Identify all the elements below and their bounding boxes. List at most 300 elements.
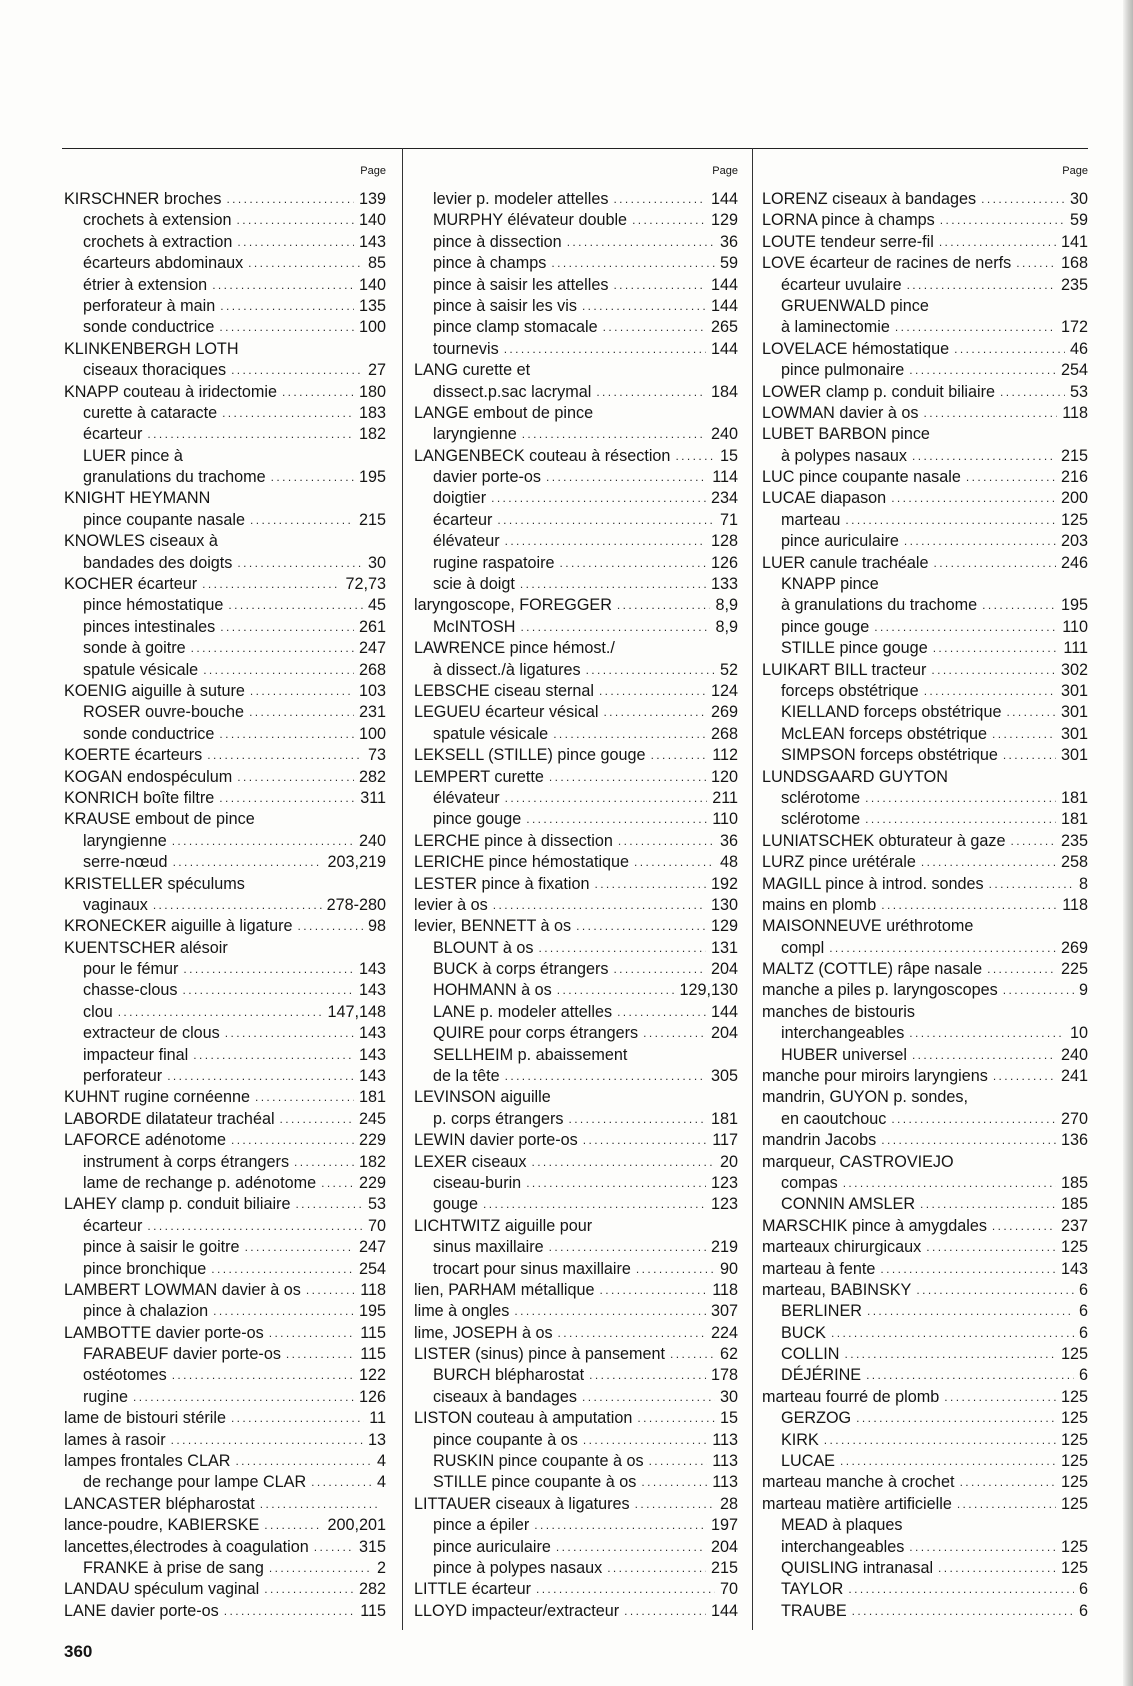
entry-text: curette à cataracte	[83, 403, 218, 422]
entry-page: 225	[1060, 960, 1088, 979]
index-entry	[762, 339, 1088, 360]
index-entry	[762, 1002, 1088, 1023]
dot-leader	[599, 681, 706, 702]
dot-leader	[255, 1087, 354, 1108]
index-entry	[64, 1579, 386, 1600]
index-entry	[414, 1472, 738, 1493]
entry-page: 200	[1060, 489, 1088, 508]
entry-text: sonde conductrice	[83, 318, 215, 337]
entry-text: LEGUEU écarteur vésical	[414, 703, 599, 722]
entry-text: granulations du trachome	[83, 468, 266, 487]
entry-text: lames à rasoir	[64, 1430, 166, 1449]
entry-text: spatule vésicale	[433, 724, 549, 743]
dot-leader	[993, 1066, 1056, 1087]
entry-text: LANE davier porte-os	[64, 1601, 219, 1620]
index-entry	[64, 510, 386, 531]
dot-leader	[624, 1601, 706, 1622]
entry-text: perforateur	[83, 1067, 163, 1086]
entry-text: RUSKIN pince coupante à os	[433, 1452, 644, 1471]
dot-leader	[636, 1259, 715, 1280]
entry-text: élévateur	[433, 532, 500, 551]
entry-page: 115	[360, 1323, 386, 1342]
dot-leader	[295, 1194, 363, 1215]
entry-page: 195	[1060, 596, 1088, 615]
dot-leader	[497, 510, 715, 531]
index-entry	[64, 1323, 386, 1344]
dot-leader	[613, 189, 706, 210]
index-entry	[414, 339, 738, 360]
dot-leader	[824, 1430, 1056, 1451]
index-entry	[64, 809, 386, 830]
entry-text: LEXER ciseaux	[414, 1152, 527, 1171]
dot-leader	[931, 660, 1056, 681]
entry-text: KLINKENBERGH LOTH	[64, 339, 239, 358]
entry-text: LEKSELL (STILLE) pince gouge	[414, 746, 646, 765]
dot-leader	[848, 1579, 1074, 1600]
index-entry	[762, 1579, 1088, 1600]
dot-leader	[618, 831, 715, 852]
entry-text: tournevis	[433, 339, 499, 358]
dot-leader	[264, 1579, 354, 1600]
entry-page: 270	[1060, 1109, 1088, 1128]
dot-leader	[641, 1472, 707, 1493]
entry-text: KIRSCHNER broches	[64, 190, 222, 208]
entry-text: LAHEY clamp p. conduit biliaire	[64, 1195, 291, 1214]
index-entry	[64, 1301, 386, 1322]
entry-text: sinus maxillaire	[433, 1238, 544, 1257]
index-entry	[762, 424, 1088, 445]
entry-page: 144	[710, 1002, 738, 1021]
index-entry	[414, 895, 738, 916]
entry-text: BURCH blépharostat	[433, 1366, 585, 1385]
index-entry	[414, 467, 738, 488]
dot-leader	[118, 1002, 323, 1023]
entry-text: davier porte-os	[433, 468, 541, 487]
entry-page: 9	[1078, 981, 1088, 1000]
index-entry	[762, 574, 1088, 595]
index-entry	[762, 1023, 1088, 1044]
index-entry	[64, 938, 386, 959]
entry-page: 115	[360, 1601, 386, 1620]
dot-leader	[582, 296, 706, 317]
dot-leader	[617, 1002, 706, 1023]
dot-leader	[989, 874, 1074, 895]
dot-leader	[852, 1601, 1074, 1622]
index-entry	[64, 895, 386, 916]
index-entry	[414, 488, 738, 509]
index-entry	[414, 360, 738, 381]
dot-leader	[231, 1130, 354, 1151]
entry-page: 98	[367, 917, 386, 936]
dot-leader	[865, 788, 1056, 809]
index-entry	[64, 232, 386, 253]
dot-leader	[133, 1387, 354, 1408]
entry-text: SIMPSON forceps obstétrique	[781, 746, 998, 765]
index-entry	[762, 1066, 1088, 1087]
entry-page: 128	[710, 532, 738, 551]
entry-text: pince pulmonaire	[781, 361, 905, 380]
index-entry	[762, 1194, 1088, 1215]
entry-text: ostéotomes	[83, 1366, 167, 1385]
index-entry	[64, 531, 386, 552]
dot-leader	[933, 553, 1056, 574]
entry-page: 71	[719, 510, 738, 529]
index-rows	[762, 189, 1088, 1622]
dot-leader	[1016, 253, 1056, 274]
entry-page: 36	[719, 831, 738, 850]
index-entry	[414, 1152, 738, 1173]
entry-text: LISTER (sinus) pince à pansement	[414, 1345, 666, 1364]
index-entry	[64, 382, 386, 403]
entry-text: KOCHER écarteur	[64, 575, 198, 594]
dot-leader	[538, 938, 706, 959]
entry-text: laryngoscope, FOREGGER	[414, 596, 612, 615]
entry-page: 184	[710, 382, 738, 401]
index-entry	[762, 189, 1088, 210]
entry-text: à dissect./à ligatures	[433, 660, 581, 679]
entry-text: LICHTWITZ aiguille pour	[414, 1216, 593, 1235]
entry-page: 10	[1069, 1024, 1088, 1043]
dot-leader	[907, 275, 1056, 296]
entry-text: LABORDE dilatateur trachéal	[64, 1109, 275, 1128]
dot-leader	[536, 1579, 715, 1600]
dot-leader	[551, 253, 715, 274]
entry-page: 6	[1078, 1580, 1088, 1599]
dot-leader	[226, 189, 354, 210]
entry-page: 181	[1060, 810, 1088, 829]
entry-text: lime, JOSEPH à os	[414, 1323, 553, 1342]
entry-text: marteaux chirurgicaux	[762, 1238, 922, 1257]
entry-page: 185	[1060, 1195, 1088, 1214]
dot-leader	[504, 339, 706, 360]
dot-leader	[594, 874, 706, 895]
entry-text: pince à saisir les attelles	[433, 275, 609, 294]
index-entry	[762, 831, 1088, 852]
entry-text: pince hémostatique	[83, 596, 224, 615]
index-entry	[414, 210, 738, 231]
entry-text: KRAUSE embout de pince	[64, 810, 255, 829]
dot-leader	[1011, 831, 1056, 852]
index-entry	[414, 1109, 738, 1130]
entry-text: CONNIN AMSLER	[781, 1195, 916, 1214]
entry-text: mandrin Jacobs	[762, 1131, 877, 1150]
index-entry	[64, 638, 386, 659]
index-entry	[414, 1365, 738, 1386]
entry-page: 140	[358, 211, 386, 230]
index-entry	[762, 1451, 1088, 1472]
index-entry	[762, 553, 1088, 574]
dot-leader	[966, 467, 1056, 488]
entry-page: 219	[710, 1238, 738, 1257]
entry-page: 269	[710, 703, 738, 722]
entry-text: spatule vésicale	[83, 660, 199, 679]
dot-leader	[245, 1237, 354, 1258]
index-entry	[414, 724, 738, 745]
dot-leader	[207, 745, 363, 766]
dot-leader	[271, 467, 354, 488]
entry-text: serre-nœud	[83, 853, 168, 872]
entry-page: 125	[1060, 1387, 1088, 1406]
entry-page: 143	[358, 1067, 386, 1086]
dot-leader	[248, 253, 363, 274]
dot-leader	[172, 1365, 354, 1386]
entry-page: 30	[719, 1387, 738, 1406]
dot-leader	[649, 1451, 708, 1472]
entry-text: MURPHY élévateur double	[433, 211, 628, 230]
dot-leader	[493, 895, 706, 916]
entry-page: 246	[1060, 553, 1088, 572]
entry-text: lancettes,électrodes à coagulation	[64, 1537, 309, 1556]
entry-text: LORENZ ciseaux à bandages	[762, 190, 977, 208]
dot-leader	[237, 553, 363, 574]
entry-text: de rechange pour lampe CLAR	[83, 1473, 307, 1492]
entry-text: lance-poudre, KABIERSKE	[64, 1516, 260, 1535]
index-entry	[762, 1087, 1088, 1108]
index-entry	[762, 1558, 1088, 1579]
entry-text: TRAUBE	[781, 1601, 847, 1620]
entry-text: écarteur	[83, 425, 143, 444]
entry-text: lame de bistouri stérile	[64, 1409, 226, 1428]
dot-leader	[613, 275, 706, 296]
entry-text: LOUTE tendeur serre-fil	[762, 232, 934, 251]
dot-leader	[534, 1515, 706, 1536]
index-entry	[762, 595, 1088, 616]
entry-page: 125	[1060, 1494, 1088, 1513]
dot-leader	[213, 1301, 354, 1322]
entry-text: marteau	[781, 510, 841, 529]
entry-text: LERICHE pince hémostatique	[414, 853, 630, 872]
index-entry	[414, 553, 738, 574]
index-column-1	[64, 163, 386, 1622]
entry-text: McLEAN forceps obstétrique	[781, 724, 988, 743]
dot-leader	[912, 1045, 1056, 1066]
entry-text: ciseaux thoraciques	[83, 361, 227, 380]
dot-leader	[219, 724, 354, 745]
dot-leader	[1006, 702, 1056, 723]
dot-leader	[843, 1173, 1056, 1194]
entry-page: 141	[1060, 232, 1088, 251]
entry-page: 28	[719, 1494, 738, 1513]
entry-page: 125	[1060, 1409, 1088, 1428]
index-entry	[64, 724, 386, 745]
entry-text: DÉJÉRINE	[781, 1366, 862, 1385]
index-entry	[762, 1130, 1088, 1151]
entry-text: lame de rechange p. adénotome	[83, 1173, 317, 1192]
dot-leader	[212, 275, 354, 296]
entry-page: 59	[1069, 211, 1088, 230]
entry-text: MARSCHIK pince à amygdales	[762, 1216, 987, 1235]
dot-leader	[531, 1152, 715, 1173]
entry-text: BERLINER	[781, 1302, 862, 1321]
entry-text: compl	[781, 938, 825, 957]
dot-leader	[549, 767, 706, 788]
entry-text: écarteurs abdominaux	[83, 254, 244, 273]
entry-page: 110	[1062, 617, 1088, 636]
entry-text: laryngienne	[433, 425, 517, 444]
index-entry	[762, 1537, 1088, 1558]
index-entry	[762, 938, 1088, 959]
page-number: 360	[64, 1642, 93, 1661]
entry-page: 182	[358, 425, 386, 444]
dot-leader	[202, 574, 340, 595]
index-entry	[762, 724, 1088, 745]
index-entry	[762, 959, 1088, 980]
entry-text: levier, BENNETT à os	[414, 917, 572, 936]
entry-page: 4	[376, 1473, 386, 1492]
entry-text: pince à polypes nasaux	[433, 1559, 603, 1577]
index-entry	[64, 1601, 386, 1622]
index-entry	[414, 1237, 738, 1258]
entry-page: 144	[710, 1601, 738, 1620]
entry-text: KONRICH boîte filtre	[64, 788, 215, 807]
entry-text: LUCAE diapason	[762, 489, 887, 508]
dot-leader	[311, 1472, 372, 1493]
entry-page: 215	[710, 1559, 738, 1577]
index-entry	[762, 382, 1088, 403]
index-entry	[64, 1537, 386, 1558]
index-entry	[762, 681, 1088, 702]
entry-page: 27	[367, 361, 386, 380]
index-entry	[414, 1344, 738, 1365]
index-entry	[64, 617, 386, 638]
dot-leader	[895, 317, 1056, 338]
entry-text: pinces intestinales	[83, 617, 216, 636]
dot-leader	[583, 1130, 707, 1151]
dot-leader	[844, 1344, 1056, 1365]
index-entry	[64, 1280, 386, 1301]
entry-page: 211	[712, 788, 738, 807]
dot-leader	[237, 767, 354, 788]
dot-leader	[172, 831, 354, 852]
dot-leader	[866, 1365, 1074, 1386]
dot-leader	[298, 916, 363, 937]
entry-page: 181	[1060, 788, 1088, 807]
index-entry	[64, 1066, 386, 1087]
entry-text: marteau à fente	[762, 1259, 876, 1278]
entry-page: 114	[712, 468, 738, 487]
dot-leader	[939, 232, 1056, 253]
index-entry	[414, 317, 738, 338]
index-entry	[762, 1408, 1088, 1429]
dot-leader	[237, 232, 354, 253]
entry-text: LOVELACE hémostatique	[762, 339, 950, 358]
index-entry	[414, 638, 738, 659]
entry-page: 90	[719, 1259, 738, 1278]
dot-leader	[637, 1408, 715, 1429]
entry-page: 15	[719, 1409, 738, 1428]
index-entry	[762, 1301, 1088, 1322]
entry-text: lime à ongles	[414, 1302, 510, 1321]
index-entry	[762, 488, 1088, 509]
entry-page: 70	[367, 1216, 386, 1235]
entry-page: 269	[1060, 938, 1088, 957]
index-entry	[64, 275, 386, 296]
dot-leader	[235, 1451, 372, 1472]
dot-leader	[926, 1237, 1056, 1258]
column-page-header: Page	[360, 165, 386, 177]
index-entry	[64, 1259, 386, 1280]
dot-leader	[171, 1430, 363, 1451]
index-entry	[64, 1216, 386, 1237]
entry-page: 122	[358, 1366, 386, 1385]
index-entry	[762, 617, 1088, 638]
entry-text: LANCASTER blépharostat	[64, 1494, 255, 1513]
dot-leader	[891, 488, 1056, 509]
entry-text: LESTER pince à fixation	[414, 874, 590, 893]
entry-page: 181	[358, 1088, 386, 1107]
index-entry	[414, 275, 738, 296]
entry-page: 130	[710, 895, 738, 914]
entry-text: LEWIN davier porte-os	[414, 1131, 578, 1150]
entry-text: TAYLOR	[781, 1580, 844, 1599]
dot-leader	[1003, 980, 1074, 1001]
index-entry	[64, 1515, 386, 1536]
entry-text: FRANKE à prise de sang	[83, 1559, 264, 1577]
entry-text: KNIGHT HEYMANN	[64, 489, 211, 508]
entry-page: 118	[712, 1280, 738, 1299]
entry-page: 59	[719, 254, 738, 273]
entry-page: 117	[712, 1131, 738, 1150]
index-entry	[414, 296, 738, 317]
dot-leader	[225, 1023, 354, 1044]
entry-text: vaginaux	[83, 895, 148, 914]
entry-text: LUER canule trachéale	[762, 553, 929, 572]
dot-leader	[505, 788, 708, 809]
index-entry	[414, 874, 738, 895]
entry-text: LUC pince coupante nasale	[762, 468, 961, 487]
dot-leader	[921, 852, 1056, 873]
entry-page: 301	[1060, 681, 1088, 700]
dot-leader	[231, 360, 363, 381]
dot-leader	[670, 1344, 715, 1365]
entry-page: 143	[358, 232, 386, 251]
entry-text: LANE p. modeler attelles	[433, 1002, 613, 1021]
entry-text: LUCAE	[781, 1452, 835, 1471]
dot-leader	[526, 1173, 706, 1194]
index-entry	[762, 317, 1088, 338]
index-entry	[414, 1002, 738, 1023]
dot-leader	[559, 553, 706, 574]
index-entry	[414, 1494, 738, 1515]
dot-leader	[845, 510, 1056, 531]
entry-page: 215	[358, 510, 386, 529]
entry-page: 20	[719, 1152, 738, 1171]
dot-leader	[568, 1109, 706, 1130]
entry-page: 235	[1060, 831, 1088, 850]
entry-page: 131	[710, 938, 738, 957]
entry-text: KUENTSCHER alésoir	[64, 938, 228, 957]
dot-leader	[219, 317, 354, 338]
entry-page: 52	[719, 660, 738, 679]
entry-text: pince à saisir le goitre	[83, 1238, 240, 1257]
index-entry	[64, 788, 386, 809]
index-entry	[762, 745, 1088, 766]
dot-leader	[264, 1515, 322, 1536]
index-column-3	[762, 163, 1088, 1622]
index-entry	[64, 852, 386, 873]
index-entry	[414, 1173, 738, 1194]
entry-page: 237	[1060, 1216, 1088, 1235]
dot-leader	[874, 617, 1057, 638]
entry-text: LUNIATSCHEK obturateur à gaze	[762, 831, 1006, 850]
entry-text: laryngienne	[83, 831, 167, 850]
entry-text: élévateur	[433, 788, 500, 807]
index-entry	[762, 510, 1088, 531]
entry-text: pince a épiler	[433, 1516, 530, 1535]
index-entry	[762, 852, 1088, 873]
dot-leader	[567, 232, 715, 253]
entry-page: 123	[710, 1173, 738, 1192]
